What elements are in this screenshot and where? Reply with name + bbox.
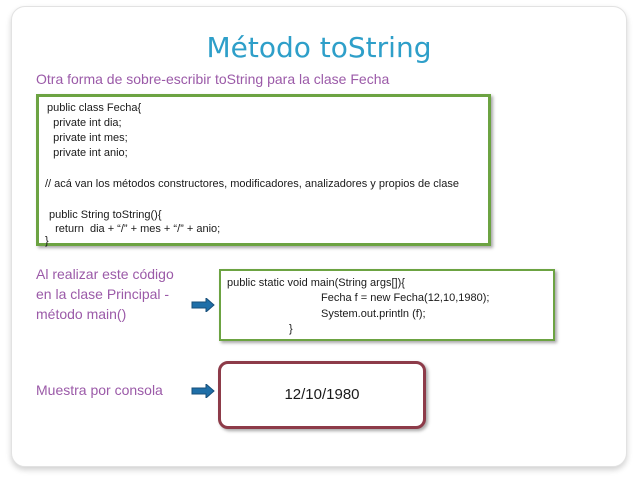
console-output: 12/10/1980 (284, 386, 360, 403)
code-line: System.out.println (f); (321, 308, 426, 320)
class-code-box (36, 94, 491, 246)
principal-line: Al realizar este código (36, 266, 174, 282)
principal-description (36, 264, 174, 324)
code-line: public class Fecha{ (47, 102, 142, 114)
right-arrow-icon (191, 298, 215, 312)
console-label: Muestra por consola (36, 382, 163, 398)
right-arrow-icon (191, 384, 215, 398)
code-line: public static void main(String args[]){ (227, 277, 405, 289)
code-line: private int mes; (47, 132, 128, 144)
code-line: // acá van los métodos constructores, modificadores, analizadores y propios de clase (45, 178, 459, 190)
code-line: private int anio; (47, 147, 128, 159)
main-code-box (219, 269, 555, 341)
code-line: } (289, 323, 293, 335)
slide-subtitle: Otra forma de sobre-escribir toString para la clase Fecha (36, 71, 390, 87)
code-line: public String toString(){ (49, 209, 162, 221)
code-line: private int dia; (47, 117, 122, 129)
principal-line: en la clase Principal - (36, 286, 170, 302)
principal-line: método main() (36, 306, 127, 322)
code-line: } (45, 235, 49, 247)
code-line: Fecha f = new Fecha(12,10,1980); (321, 292, 490, 304)
code-line: return dia + “/” + mes + “/” + anio; (49, 223, 221, 235)
slide-title: Método toString (206, 31, 432, 64)
console-output-box (218, 361, 426, 429)
